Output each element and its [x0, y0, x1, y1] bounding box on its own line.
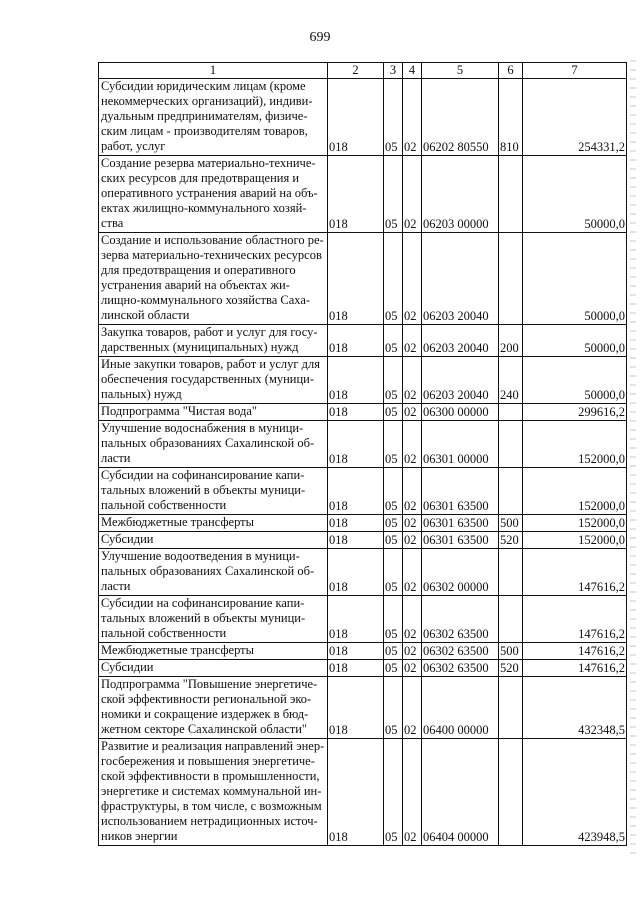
- row-ministry-code: 018: [328, 643, 384, 660]
- row-name-text: Развитие и реализация направлений энер-госбережения и повышения энергетиче-ской эффективности в промышленности, энергетике и системах коммунальной ин-фраструктуры, в том числе, с возможным использованием нетрадиционных источ-ников энергии: [101, 739, 325, 843]
- row-name: [99, 421, 328, 468]
- row-name: [99, 677, 328, 739]
- row-subsection-code: 02: [403, 515, 422, 532]
- table-row: [99, 596, 627, 643]
- budget-table: [98, 62, 627, 846]
- row-target-code: 06301 63500: [422, 468, 499, 515]
- row-name: [99, 515, 328, 532]
- row-amount: 147616,2: [523, 549, 627, 596]
- row-name: [99, 357, 328, 404]
- row-name: [99, 532, 328, 549]
- row-name-text: Создание и использование областного ре-зерва материально-технических ресурсов для предотвращения и оперативного устранения аварий на объектах жи-лищно-коммунального хозяйства Саха-линской области: [101, 233, 324, 322]
- row-amount: 147616,2: [523, 596, 627, 643]
- header-col-5: 5: [422, 63, 499, 79]
- row-name-text: Межбюджетные трансферты: [101, 643, 255, 657]
- table-row: [99, 357, 627, 404]
- header-col-7: 7: [523, 63, 627, 79]
- row-amount: 50000,0: [523, 233, 627, 325]
- row-expense-type-code: 500: [499, 643, 523, 660]
- row-expense-type-code: 500: [499, 515, 523, 532]
- row-subsection-code: 02: [403, 79, 422, 156]
- row-ministry-code: 018: [328, 468, 384, 515]
- row-target-code: 06203 20040: [422, 357, 499, 404]
- row-amount: 50000,0: [523, 357, 627, 404]
- table-row: [99, 515, 627, 532]
- row-ministry-code: 018: [328, 515, 384, 532]
- row-name: [99, 596, 328, 643]
- row-ministry-code: 018: [328, 677, 384, 739]
- row-name: [99, 404, 328, 421]
- row-section-code: 05: [384, 660, 403, 677]
- row-name: [99, 233, 328, 325]
- table-row: [99, 739, 627, 846]
- row-target-code: 06302 63500: [422, 643, 499, 660]
- scan-edge-marks: [630, 60, 636, 860]
- row-ministry-code: 018: [328, 549, 384, 596]
- row-name-text: Создание резерва материально-техниче-ских ресурсов для предотвращения и оперативного устранения аварий на объ-ектах жилищно-коммунального хозяй-ства: [101, 156, 318, 230]
- row-section-code: 05: [384, 404, 403, 421]
- table-row: [99, 549, 627, 596]
- row-section-code: 05: [384, 515, 403, 532]
- row-section-code: 05: [384, 596, 403, 643]
- table-row: [99, 532, 627, 549]
- row-target-code: 06203 20040: [422, 233, 499, 325]
- table-row: [99, 233, 627, 325]
- row-name: [99, 79, 328, 156]
- row-ministry-code: 018: [328, 156, 384, 233]
- row-name-text: Субсидии: [101, 660, 154, 674]
- row-expense-type-code: 810: [499, 79, 523, 156]
- row-subsection-code: 02: [403, 549, 422, 596]
- row-name: [99, 660, 328, 677]
- row-ministry-code: 018: [328, 532, 384, 549]
- row-amount: 254331,2: [523, 79, 627, 156]
- row-target-code: 06302 00000: [422, 549, 499, 596]
- row-name-text: Межбюджетные трансферты: [101, 515, 255, 529]
- row-name: [99, 739, 328, 846]
- table-row: [99, 660, 627, 677]
- row-expense-type-code: [499, 596, 523, 643]
- row-section-code: 05: [384, 325, 403, 357]
- row-target-code: 06300 00000: [422, 404, 499, 421]
- row-ministry-code: 018: [328, 421, 384, 468]
- row-amount: 147616,2: [523, 660, 627, 677]
- row-subsection-code: 02: [403, 421, 422, 468]
- row-subsection-code: 02: [403, 739, 422, 846]
- row-ministry-code: 018: [328, 357, 384, 404]
- row-target-code: 06302 63500: [422, 596, 499, 643]
- row-target-code: 06203 20040: [422, 325, 499, 357]
- row-name: [99, 325, 328, 357]
- row-subsection-code: 02: [403, 404, 422, 421]
- row-ministry-code: 018: [328, 596, 384, 643]
- row-name-text: Субсидии: [101, 532, 154, 546]
- row-expense-type-code: [499, 549, 523, 596]
- table-row: [99, 677, 627, 739]
- row-ministry-code: 018: [328, 233, 384, 325]
- row-ministry-code: 018: [328, 404, 384, 421]
- row-name-text: Субсидии юридическим лицам (кроме некоммерческих организаций), индиви-дуальным предпринимателям, физиче-ским лицам - производителям товаров, работ, услуг: [101, 79, 313, 153]
- row-section-code: 05: [384, 468, 403, 515]
- row-target-code: 06202 80550: [422, 79, 499, 156]
- row-name: [99, 156, 328, 233]
- row-name: [99, 643, 328, 660]
- row-ministry-code: 018: [328, 739, 384, 846]
- row-name-text: Улучшение водоснабжения в муници-пальных образованиях Сахалинской об-ласти: [101, 421, 315, 465]
- row-section-code: 05: [384, 421, 403, 468]
- table-row: [99, 421, 627, 468]
- row-amount: 299616,2: [523, 404, 627, 421]
- header-col-4: 4: [403, 63, 422, 79]
- row-subsection-code: 02: [403, 532, 422, 549]
- row-amount: 147616,2: [523, 643, 627, 660]
- row-name-text: Подпрограмма "Чистая вода": [101, 404, 258, 418]
- row-section-code: 05: [384, 357, 403, 404]
- header-col-1: 1: [99, 63, 328, 79]
- row-expense-type-code: [499, 233, 523, 325]
- row-section-code: 05: [384, 643, 403, 660]
- row-target-code: 06203 00000: [422, 156, 499, 233]
- row-expense-type-code: [499, 156, 523, 233]
- table-row: [99, 404, 627, 421]
- row-subsection-code: 02: [403, 325, 422, 357]
- table-row: [99, 468, 627, 515]
- row-section-code: 05: [384, 549, 403, 596]
- row-expense-type-code: [499, 677, 523, 739]
- row-name-text: Субсидии на софинансирование капи-тальных вложений в объекты муници-пальной собственности: [101, 596, 306, 640]
- table-header-row: [99, 63, 627, 79]
- row-amount: 432348,5: [523, 677, 627, 739]
- row-target-code: 06302 63500: [422, 660, 499, 677]
- row-target-code: 06301 63500: [422, 515, 499, 532]
- row-section-code: 05: [384, 677, 403, 739]
- row-expense-type-code: 520: [499, 660, 523, 677]
- header-col-2: 2: [328, 63, 384, 79]
- row-expense-type-code: [499, 421, 523, 468]
- row-ministry-code: 018: [328, 660, 384, 677]
- row-section-code: 05: [384, 532, 403, 549]
- row-section-code: 05: [384, 79, 403, 156]
- row-name-text: Подпрограмма "Повышение энергетиче-ской эффективности региональной эко-номики и сокращение издержек в бюд-жетном секторе Сахалинской области": [101, 677, 318, 736]
- page-number: 699: [309, 30, 331, 45]
- row-amount: 423948,5: [523, 739, 627, 846]
- header-col-6: 6: [499, 63, 523, 79]
- row-subsection-code: 02: [403, 660, 422, 677]
- row-section-code: 05: [384, 739, 403, 846]
- row-name-text: Улучшение водоотведения в муници-пальных образованиях Сахалинской об-ласти: [101, 549, 315, 593]
- row-amount: 50000,0: [523, 325, 627, 357]
- row-name: [99, 549, 328, 596]
- row-target-code: 06301 00000: [422, 421, 499, 468]
- row-amount: 152000,0: [523, 515, 627, 532]
- table-row: [99, 643, 627, 660]
- row-subsection-code: 02: [403, 677, 422, 739]
- row-subsection-code: 02: [403, 643, 422, 660]
- row-expense-type-code: [499, 468, 523, 515]
- row-amount: 152000,0: [523, 421, 627, 468]
- row-name: [99, 468, 328, 515]
- row-amount: 152000,0: [523, 468, 627, 515]
- row-section-code: 05: [384, 233, 403, 325]
- row-target-code: 06301 63500: [422, 532, 499, 549]
- row-ministry-code: 018: [328, 325, 384, 357]
- header-col-3: 3: [384, 63, 403, 79]
- row-name-text: Субсидии на софинансирование капи-тальных вложений в объекты муници-пальной собственности: [101, 468, 306, 512]
- row-subsection-code: 02: [403, 156, 422, 233]
- table-row: [99, 79, 627, 156]
- row-name-text: Закупка товаров, работ и услуг для госу-дарственных (муниципальных) нужд: [101, 325, 318, 354]
- row-expense-type-code: 200: [499, 325, 523, 357]
- row-ministry-code: 018: [328, 79, 384, 156]
- row-subsection-code: 02: [403, 233, 422, 325]
- row-target-code: 06400 00000: [422, 677, 499, 739]
- row-expense-type-code: 520: [499, 532, 523, 549]
- row-name-text: Иные закупки товаров, работ и услуг для обеспечения государственных (муници-пальных) нужд: [101, 357, 321, 401]
- row-subsection-code: 02: [403, 596, 422, 643]
- row-expense-type-code: [499, 404, 523, 421]
- table-row: [99, 325, 627, 357]
- row-target-code: 06404 00000: [422, 739, 499, 846]
- row-amount: 50000,0: [523, 156, 627, 233]
- row-section-code: 05: [384, 156, 403, 233]
- row-amount: 152000,0: [523, 532, 627, 549]
- row-subsection-code: 02: [403, 468, 422, 515]
- row-expense-type-code: [499, 739, 523, 846]
- table-row: [99, 156, 627, 233]
- row-subsection-code: 02: [403, 357, 422, 404]
- row-expense-type-code: 240: [499, 357, 523, 404]
